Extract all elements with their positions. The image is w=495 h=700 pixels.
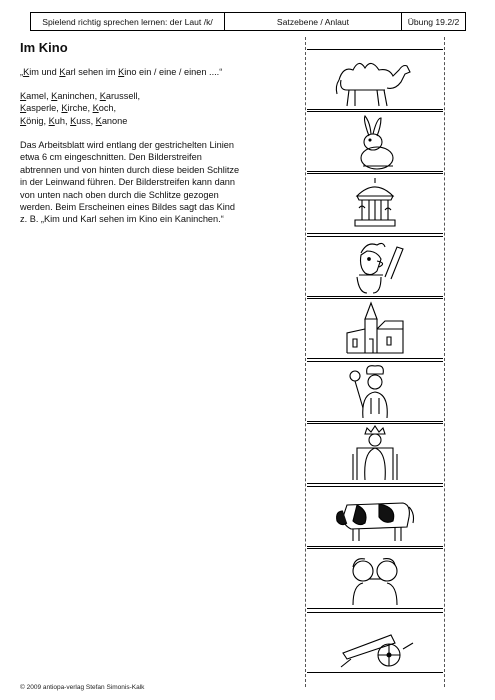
picture-frame-cook	[307, 361, 443, 422]
header-bar	[30, 12, 466, 31]
instruction-line: von unten nach oben durch die Schlitze gezogen	[20, 189, 219, 200]
picture-frame-king	[307, 423, 443, 484]
picture-frame-carousel	[307, 173, 443, 234]
instruction-line: Das Arbeitsblatt wird entlang der gestrichelten Linien	[20, 140, 234, 150]
word-line-2: Kasperle, Kirche, Koch,	[20, 103, 117, 114]
word-line-1: Kamel, Kaninchen, Karussell,	[20, 91, 141, 101]
cow-icon	[307, 487, 443, 546]
king-icon	[307, 424, 443, 483]
carousel-icon	[307, 174, 443, 233]
picture-frame-cannon	[307, 612, 443, 673]
cook-icon	[307, 362, 443, 421]
instruction-line: z. B. „Kim und Karl sehen im Kino ein Kaninchen.“	[20, 214, 224, 225]
instruction-line: werden. Beim Erscheinen eines Bildes sagt das Kind	[20, 202, 236, 213]
cut-line-left	[305, 37, 306, 687]
puppet-icon	[307, 237, 443, 296]
instructions	[20, 139, 282, 226]
page-title: Im Kino	[20, 40, 68, 55]
instruction-line: etwa 6 cm eingeschnitten. Den Bilderstreifen	[20, 152, 202, 163]
picture-frame-puppet	[307, 236, 443, 297]
copyright-footer: © 2009 antiopa-verlag Stefan Simonis-Kalk	[20, 684, 145, 691]
camel-icon	[307, 50, 443, 109]
instruction-line: in der Leinwand führen. Der Bilderstreifen kann dann	[20, 177, 236, 188]
header-level: Satzebene / Anlaut	[225, 13, 402, 30]
kiss-icon	[307, 549, 443, 608]
picture-frame-kiss	[307, 548, 443, 609]
header-series-title: Spielend richtig sprechen lernen: der Laut /k/	[31, 13, 225, 30]
cut-line-right	[444, 37, 445, 687]
cannon-icon	[307, 613, 443, 672]
picture-frame-cow	[307, 486, 443, 547]
instruction-line: abtrennen und von hinten durch diese beiden Schlitze	[20, 164, 240, 175]
picture-frame-rabbit	[307, 111, 443, 172]
picture-frame-church	[307, 298, 443, 359]
word-list	[20, 90, 282, 127]
word-line-3: König, Kuh, Kuss, Kanone	[20, 115, 128, 126]
rabbit-icon	[307, 112, 443, 171]
header-exercise-number: Übung 19.2/2	[407, 16, 460, 27]
sentence-pattern: „Kim und Karl sehen im Kino ein / eine / einen ....“	[20, 67, 223, 77]
picture-frame-camel	[307, 49, 443, 110]
church-icon	[307, 299, 443, 358]
